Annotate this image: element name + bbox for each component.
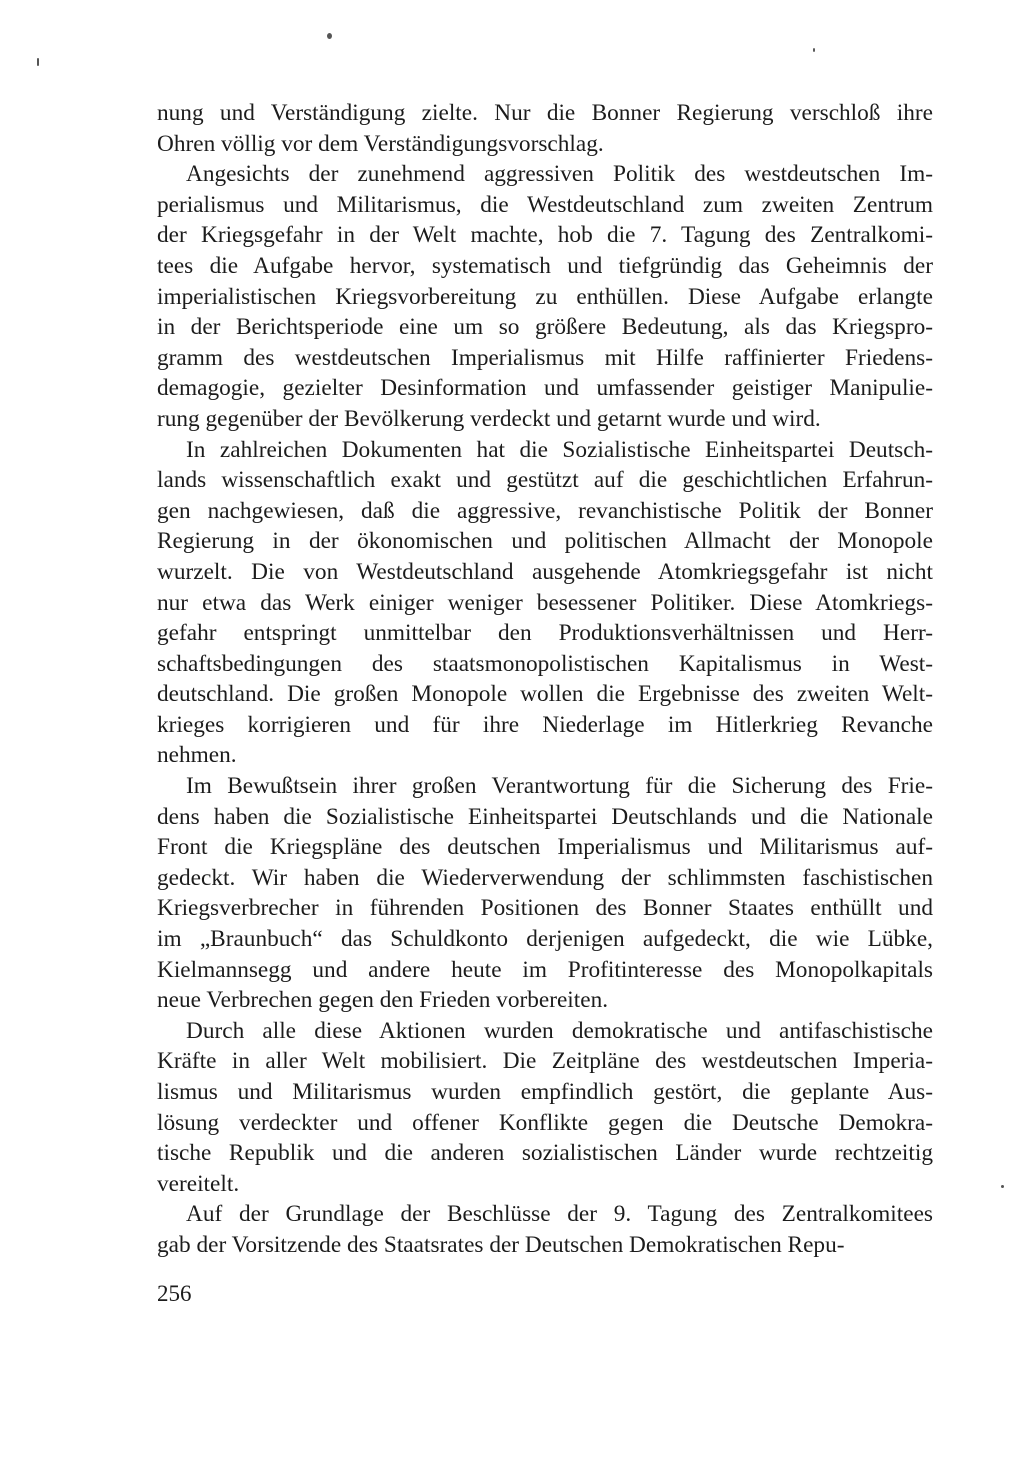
text-line: In zahlreichen Dokumenten hat die Sozialistische Einheitspartei Deutsch- (186, 436, 933, 463)
text-line: gen nachgewiesen, daß die aggressive, revanchistische Politik der Bonner (157, 497, 933, 524)
text-line: wurzelt. Die von Westdeutschland ausgehende Atomkriegsgefahr ist nicht (157, 558, 933, 585)
text-line: Ohren völlig vor dem Verständigungsvorschlag. (157, 130, 604, 157)
text-line: gedeckt. Wir haben die Wiederverwendung der schlimmsten faschistischen (157, 864, 933, 891)
text-line: dens haben die Sozialistische Einheitspartei Deutschlands und die Nationale (157, 803, 933, 830)
text-line: Kriegsverbrecher in führenden Positionen des Bonner Staates enthüllt und (157, 895, 933, 922)
text-line: lösung verdeckter und offener Konflikte gegen die Deutsche Demokra- (157, 1109, 933, 1136)
body-text (157, 98, 933, 1261)
text-line: im „Braunbuch“ das Schuldkonto derjenigen aufgedeckt, die wie Lübke, (157, 926, 933, 953)
paragraph (157, 435, 933, 772)
paragraph (157, 98, 933, 159)
page-number: 256 (157, 1281, 192, 1306)
text-line: Angesichts der zunehmend aggressiven Politik des westdeutschen Im- (186, 161, 933, 188)
text-line: perialismus und Militarismus, die Westdeutschland zum zweiten Zentrum (157, 191, 933, 218)
scan-speck (327, 33, 332, 39)
paragraph (157, 1016, 933, 1200)
text-line: nur etwa das Werk einiger weniger besessener Politiker. Diese Atomkriegs- (157, 589, 933, 616)
text-line: imperialistischen Kriegsvorbereitung zu enthüllen. Diese Aufgabe erlangte (157, 283, 933, 310)
text-line: nung und Verständigung zielte. Nur die Bonner Regierung verschloß ihre (157, 100, 933, 126)
text-line: Kielmannsegg und andere heute im Profitinteresse des Monopolkapitals (157, 956, 933, 983)
scan-speck (1001, 1185, 1004, 1188)
text-line: deutschland. Die großen Monopole wollen die Ergebnisse des zweiten Welt- (157, 681, 933, 708)
text-line: rung gegenüber der Bevölkerung verdeckt und getarnt wurde und wird. (157, 405, 821, 432)
text-line: gefahr entspringt unmittelbar den Produktionsverhältnissen und Herr- (157, 620, 933, 647)
text-line: Auf der Grundlage der Beschlüsse der 9. Tagung des Zentralkomitees (186, 1201, 933, 1228)
text-line: tische Republik und die anderen sozialistischen Länder wurde rechtzeitig (157, 1140, 933, 1167)
text-line: schaftsbedingungen des staatsmonopolistischen Kapitalismus in West- (157, 650, 933, 677)
paragraph (157, 1199, 933, 1260)
scan-speck (37, 58, 39, 66)
text-line: Im Bewußtsein ihrer großen Verantwortung für die Sicherung des Frie- (186, 773, 933, 800)
text-line: der Kriegsgefahr in der Welt machte, hob die 7. Tagung des Zentralkomi- (157, 222, 933, 249)
text-line: Durch alle diese Aktionen wurden demokratische und antifaschistische (186, 1017, 933, 1044)
paragraph (157, 159, 933, 434)
text-line: demagogie, gezielter Desinformation und umfassender geistiger Manipulie- (157, 375, 933, 402)
text-line: vereitelt. (157, 1170, 240, 1197)
paragraph (157, 771, 933, 1016)
text-line: nehmen. (157, 742, 237, 769)
text-line: neue Verbrechen gegen den Frieden vorbereiten. (157, 987, 609, 1014)
text-line: in der Berichtsperiode eine um so größere Bedeutung, als das Kriegspro- (157, 314, 933, 341)
scan-speck (813, 48, 815, 52)
text-line: lands wissenschaftlich exakt und gestützt auf die geschichtlichen Erfahrun- (157, 467, 933, 494)
text-line: krieges korrigieren und für ihre Niederlage im Hitlerkrieg Revanche (157, 711, 933, 738)
text-line: Kräfte in aller Welt mobilisiert. Die Zeitpläne des westdeutschen Imperia- (157, 1048, 933, 1075)
text-line: gab der Vorsitzende des Staatsrates der Deutschen Demokratischen Repu- (157, 1231, 845, 1258)
text-line: Regierung in der ökonomischen und politischen Allmacht der Monopole (157, 528, 933, 555)
text-line: gramm des westdeutschen Imperialismus mit Hilfe raffinierter Friedens- (157, 344, 933, 371)
text-line: tees die Aufgabe hervor, systematisch und tiefgründig das Geheimnis der (157, 252, 933, 279)
text-line: lismus und Militarismus wurden empfindlich gestört, die geplante Aus- (157, 1079, 933, 1105)
text-line: Front die Kriegspläne des deutschen Imperialismus und Militarismus auf- (157, 834, 933, 861)
